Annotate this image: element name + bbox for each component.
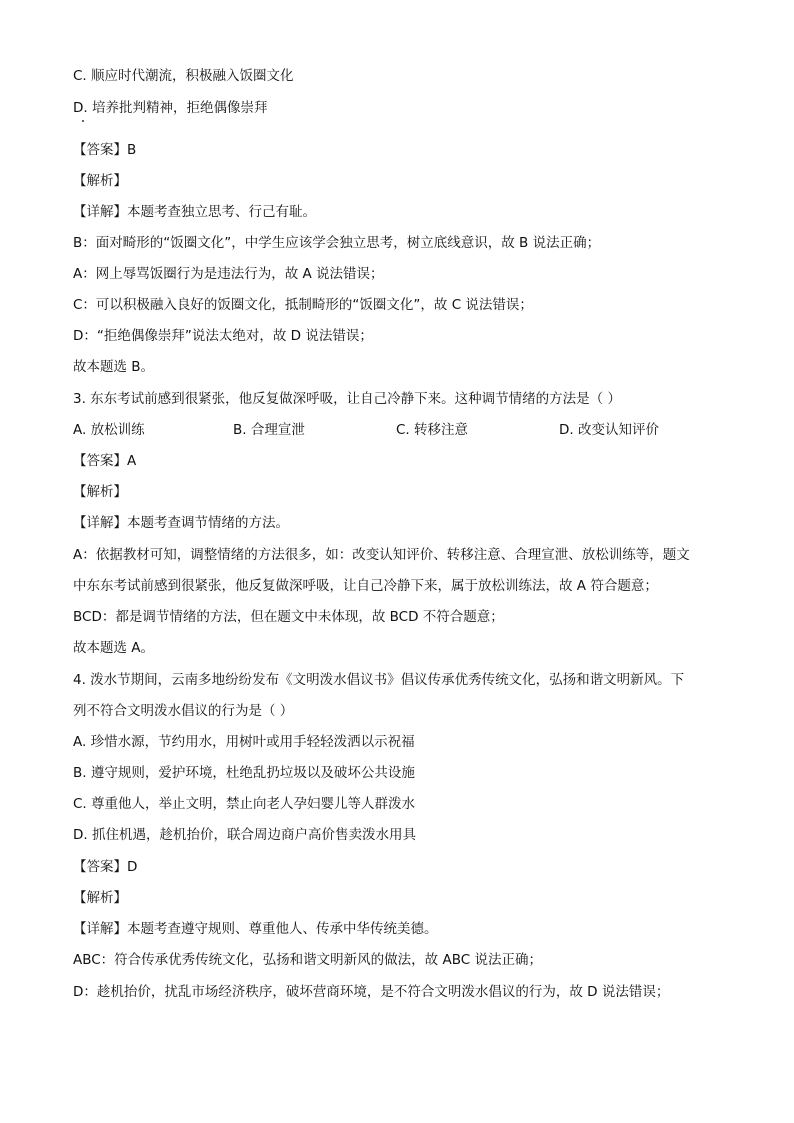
q4-option-d: D. 抓住机遇，趁机抬价，联合周边商户高价售卖泼水用具 [73, 827, 416, 843]
q3-option-b: B. 合理宣泄 [233, 422, 305, 438]
explain-c: C：可以积极融入良好的饭圈文化，抵制畸形的“饭圈文化”，故 C 说法错误； [73, 297, 533, 313]
stray-dot [82, 120, 84, 122]
explain-d: D：“拒绝偶像崇拜”说法太绝对，故 D 说法错误； [73, 328, 373, 344]
explain-q4-d: D：趁机抬价，扰乱市场经济秩序，破坏营商环境，是不符合文明泼水倡议的行为，故 D 说法错误； [73, 984, 670, 1000]
question-4-l2: 列不符合文明泼水倡议的行为是（ ） [73, 703, 294, 719]
q3-option-a: A. 放松训练 [73, 422, 145, 438]
detail-q4: 【详解】本题考查遵守规则、尊重他人、传承中华传统美德。 [73, 921, 438, 937]
explain-q4-abc: ABC：符合传承优秀传统文化，弘扬和谐文明新风的做法，故 ABC 说法正确； [73, 952, 542, 968]
answer-q4: 【答案】D [73, 859, 138, 875]
explain-q3-a2: 中东东考试前感到很紧张，他反复做深呼吸，让自己冷静下来，属于放松训练法，故 A 符合题意； [73, 578, 658, 594]
conclusion-q3: 故本题选 A。 [73, 640, 155, 656]
explain-q3-a1: A：依据教材可知，调整情绪的方法很多，如：改变认知评价、转移注意、合理宣泄、放松训练等，题文 [73, 547, 690, 563]
detail-q2: 【详解】本题考查独立思考、行己有耻。 [73, 204, 316, 220]
q3-option-c: C. 转移注意 [396, 422, 469, 438]
analysis-q2: 【解析】 [73, 173, 127, 189]
option-c-prev: C. 顺应时代潮流，积极融入饭圈文化 [73, 68, 294, 84]
detail-q3: 【详解】本题考查调节情绪的方法。 [73, 515, 289, 531]
explain-a: A：网上辱骂饭圈行为是违法行为，故 A 说法错误； [73, 266, 384, 282]
analysis-q3: 【解析】 [73, 484, 127, 500]
analysis-q4: 【解析】 [73, 890, 127, 906]
option-d-prev: D. 培养批判精神，拒绝偶像崇拜 [73, 100, 268, 116]
explain-b: B：面对畸形的“饭圈文化”，中学生应该学会独立思考，树立底线意识，故 B 说法正确； [73, 235, 601, 251]
conclusion-q2: 故本题选 B。 [73, 359, 155, 375]
q4-option-b: B. 遵守规则，爱护环境，杜绝乱扔垃圾以及破坏公共设施 [73, 765, 415, 781]
question-3: 3. 东东考试前感到很紧张，他反复做深呼吸，让自己冷静下来。这种调节情绪的方法是（ ） [73, 391, 621, 407]
q4-option-a: A. 珍惜水源，节约用水，用树叶或用手轻轻泼洒以示祝福 [73, 734, 415, 750]
explain-q3-bcd: BCD：都是调节情绪的方法，但在题文中未体现，故 BCD 不符合题意； [73, 609, 504, 625]
q3-option-d: D. 改变认知评价 [559, 422, 659, 438]
answer-q2: 【答案】B [73, 142, 137, 158]
q4-option-c: C. 尊重他人，举止文明，禁止向老人孕妇婴儿等人群泼水 [73, 796, 416, 812]
q3-options [73, 421, 733, 439]
question-4-l1: 4. 泼水节期间，云南多地纷纷发布《文明泼水倡议书》倡议传承优秀传统文化，弘扬和谐文明新风。下 [73, 672, 685, 688]
answer-q3: 【答案】A [73, 453, 137, 469]
